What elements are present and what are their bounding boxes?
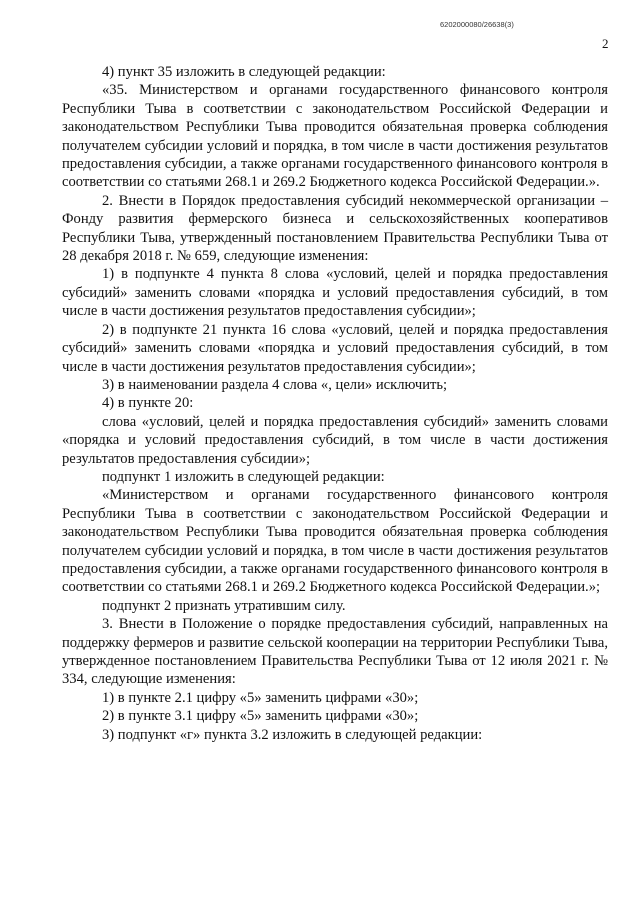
page-number: 2 xyxy=(602,36,609,51)
paragraph-item-1: 1) в подпункте 4 пункта 8 слова «условий, целей и порядка предоставления субсидий» заменить словами «порядка и условий предоставления субсидий, в том числе в части достижения результатов предоставления субсидии»; xyxy=(62,266,608,320)
paragraph-section-3: 3. Внести в Положение о порядке предоставления субсидий, направленных на поддержку фермеров и развитие сельской кооперации на территории Республики Тыва, утвержденное постановлением Правительства Республики Тыва от 12 июля 2021 г. № 334, следующие изменения: xyxy=(62,616,608,688)
paragraph-item-3-2: 3) подпункт «г» пункта 3.2 изложить в следующей редакции: xyxy=(102,726,483,743)
paragraph-item-3-1: 2) в пункте 3.1 цифру «5» заменить цифрами «30»; xyxy=(102,708,419,725)
document-body xyxy=(62,63,608,744)
paragraph-subitem-2-void: подпункт 2 признать утратившим силу. xyxy=(102,597,346,614)
paragraph-quote-35: «35. Министерством и органами государственного финансового контроля Республики Тыва в соответствии с законодательством Российской Федерации и законодательством Республики Тыва проводится обязательная проверка соблюдения получателем субсидии условий и порядка, в том числе в части достижения результатов предоставления субсидии, а также органами государственного финансового контроля в соответствии со статьями 268.1 и 269.2 Бюджетного кодекса Российской Федерации.». xyxy=(62,82,608,191)
paragraph-quote-ministry: «Министерством и органами государственного финансового контроля Республики Тыва в соответствии с законодательством Российской Федерации и законодательством Республики Тыва проводится обязательная проверка соблюдения получателем субсидии условий и порядка, в том числе в части достижения результатов предоставления субсидии, а также органами государственного финансового контроля в соответствии со статьями 268.1 и 269.2 Бюджетного кодекса Российской Федерации.»; xyxy=(62,487,608,596)
paragraph-item-2-1: 1) в пункте 2.1 цифру «5» заменить цифрами «30»; xyxy=(102,689,419,706)
paragraph-item-4-p20: 4) в пункте 20: xyxy=(102,395,194,412)
document-number: 6202000080/26638(3) xyxy=(440,20,514,29)
paragraph-section-2: 2. Внести в Порядок предоставления субсидий некоммерческой организации – Фонду развития фермерского бизнеса и сельскохозяйственных кооперативов Республики Тыва, утвержденный постановлением Правительства Республики Тыва от 28 декабря 2018 г. № 659, следующие изменения: xyxy=(62,192,608,265)
paragraph-item-2: 2) в подпункте 21 пункта 16 слова «условий, целей и порядка предоставления субсидий» заменить словами «порядка и условий предоставления субсидий, в том числе в части достижения результатов предоставления субсидии»; xyxy=(62,321,608,375)
paragraph-subitem-1: подпункт 1 изложить в следующей редакции: xyxy=(102,468,385,485)
paragraph-item-4: 4) пункт 35 изложить в следующей редакции: xyxy=(102,64,386,80)
paragraph-item-3: 3) в наименовании раздела 4 слова «, цели» исключить; xyxy=(102,376,448,393)
paragraph-words-replace: слова «условий, целей и порядка предоставления субсидий» заменить словами «порядка и условий предоставления субсидий, в том числе в части достижения результатов предоставления субсидии»; xyxy=(62,413,608,467)
